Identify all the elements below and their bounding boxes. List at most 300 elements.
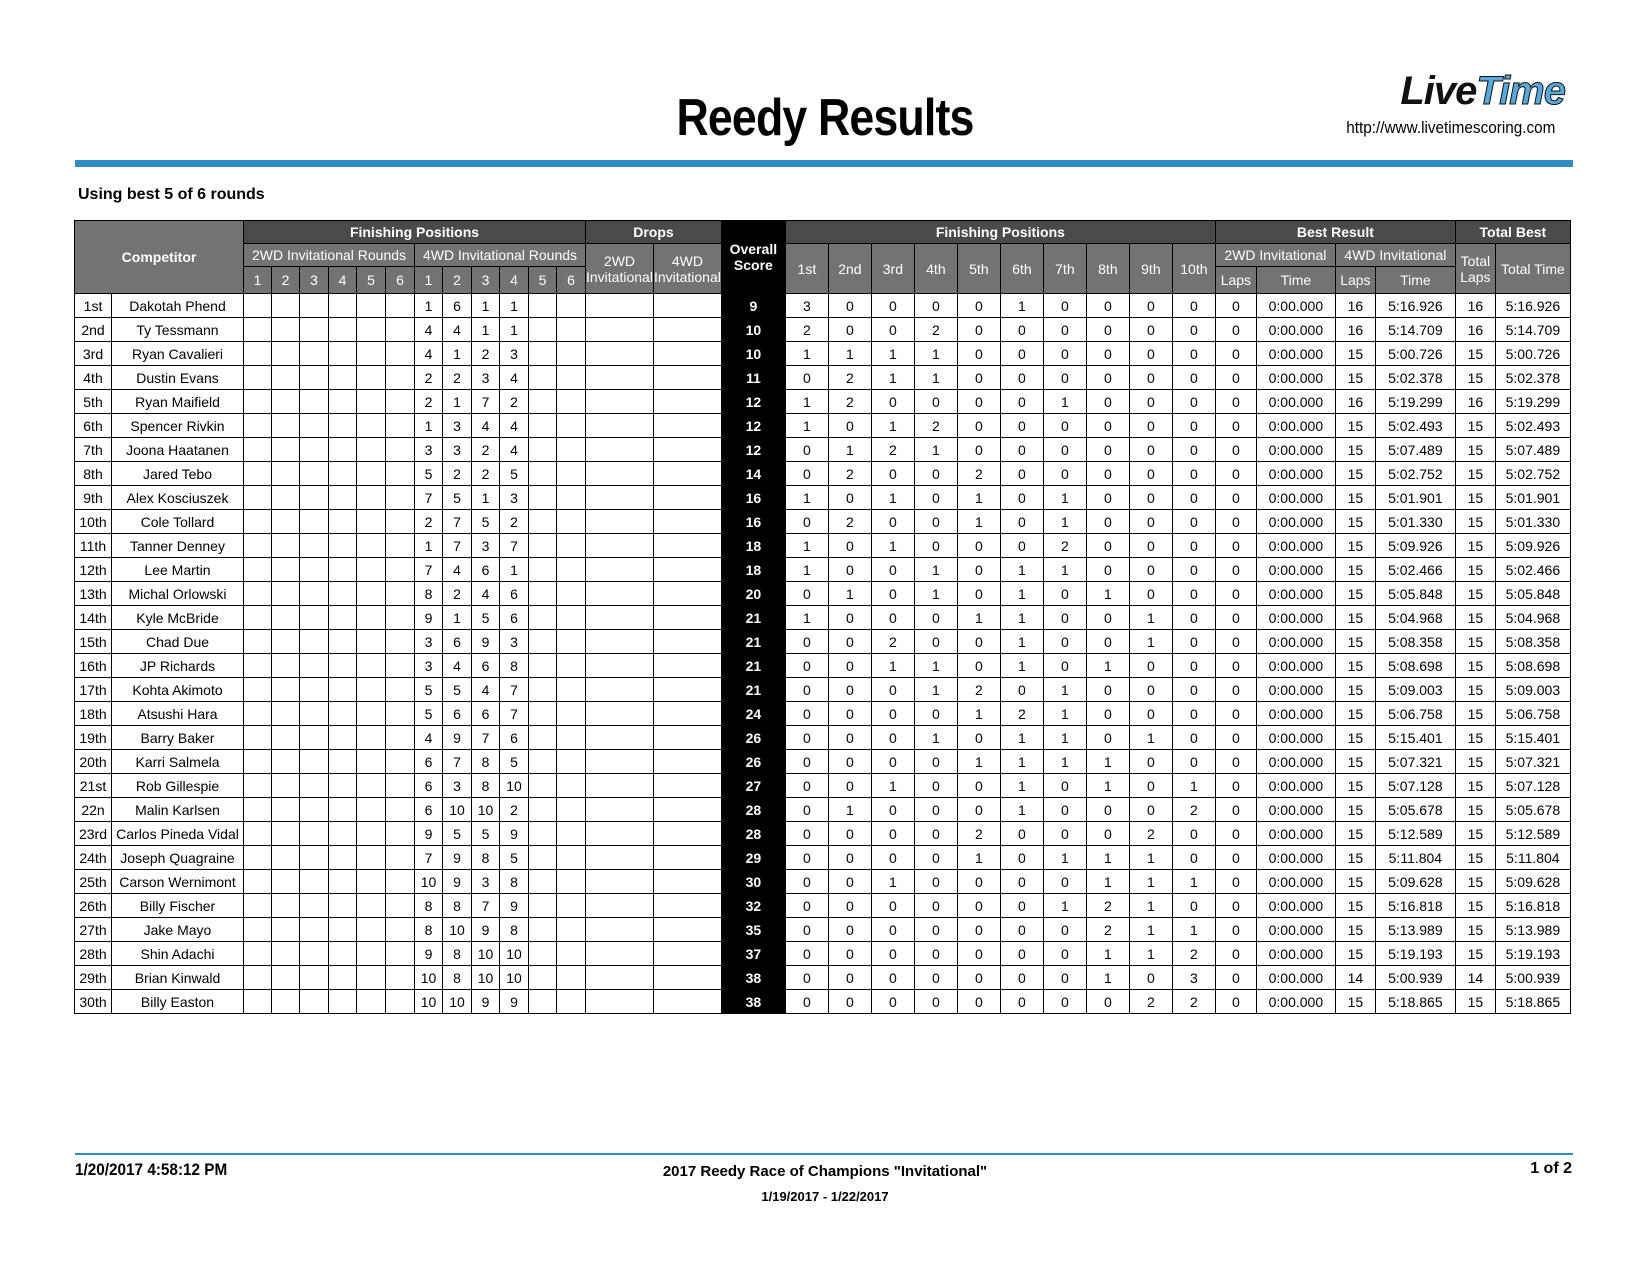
place-count-cell: 0 [1000,318,1043,342]
round-2wd-cell [357,558,386,582]
round-2wd-cell [244,774,272,798]
place-count-cell: 0 [1086,342,1129,366]
round-4wd-cell: 10 [415,990,443,1014]
place-count-cell: 0 [1129,774,1172,798]
round-2wd-cell [272,966,300,990]
round-2wd-cell [300,366,329,390]
place-count-cell: 0 [1086,702,1129,726]
best-4wd-time-cell: 5:12.589 [1375,822,1455,846]
drop-2wd-cell [586,894,654,918]
round-4wd-cell [529,750,557,774]
total-laps-cell: 15 [1455,726,1495,750]
place-count-cell: 3 [785,294,828,318]
best-2wd-time-cell: 0:00.000 [1256,942,1335,966]
finishing-positions-count-header: Finishing Positions [785,221,1215,244]
total-best-header: Total Best [1455,221,1570,244]
round-4wd-cell: 2 [443,462,472,486]
round-4wd-cell [529,342,557,366]
place-count-cell: 0 [957,798,1000,822]
round-4wd-cell: 5 [415,462,443,486]
place-count-cell: 0 [871,390,914,414]
drop-4wd-cell [653,630,721,654]
place-count-cell: 0 [785,366,828,390]
drop-2wd-cell [586,774,654,798]
drop-2wd-cell [586,510,654,534]
best-2wd-laps-cell: 0 [1215,750,1256,774]
round-4wd-cell: 1 [443,342,472,366]
round-number: 3 [472,267,500,294]
round-4wd-cell: 7 [500,678,529,702]
round-2wd-cell [244,486,272,510]
overall-score-cell: 21 [721,678,785,702]
place-count-cell: 1 [871,414,914,438]
place-count-cell: 0 [1129,462,1172,486]
table-row [75,486,1571,510]
round-2wd-cell [300,678,329,702]
place-count-cell: 0 [1086,390,1129,414]
round-2wd-cell [386,342,415,366]
position-cell: 24th [75,846,112,870]
round-2wd-cell [244,726,272,750]
round-4wd-cell: 2 [472,438,500,462]
competitor-name-cell: Atsushi Hara [112,702,244,726]
round-4wd-cell: 7 [500,534,529,558]
place-count-cell: 0 [1086,438,1129,462]
competitor-name-cell: Shin Adachi [112,942,244,966]
place-count-cell: 1 [914,678,957,702]
best-2wd-time-cell: 0:00.000 [1256,558,1335,582]
total-laps-cell: 15 [1455,990,1495,1014]
place-count-cell: 1 [1000,558,1043,582]
place-header: 10th [1172,244,1215,294]
overall-score-cell: 21 [721,606,785,630]
round-2wd-cell [244,366,272,390]
time-header: Time [1256,267,1335,294]
round-2wd-cell [386,678,415,702]
total-laps-cell: 16 [1455,294,1495,318]
round-2wd-cell [329,558,357,582]
best-4wd-laps-cell: 16 [1335,390,1375,414]
round-2wd-cell [244,510,272,534]
round-4wd-cell: 4 [443,654,472,678]
drop-4wd-cell [653,414,721,438]
round-2wd-cell [386,630,415,654]
place-count-cell: 1 [1172,774,1215,798]
drop-2wd-cell [586,390,654,414]
place-count-cell: 0 [1172,558,1215,582]
drop-2wd-cell [586,294,654,318]
best-2wd-laps-cell: 0 [1215,942,1256,966]
round-4wd-cell [557,390,586,414]
best-2wd-laps-cell: 0 [1215,366,1256,390]
round-4wd-cell: 10 [443,990,472,1014]
round-4wd-cell [557,582,586,606]
round-2wd-cell [329,870,357,894]
drop-4wd-cell [653,510,721,534]
round-4wd-cell [529,702,557,726]
round-2wd-cell [386,726,415,750]
drop-2wd-cell [586,558,654,582]
place-count-cell: 0 [957,318,1000,342]
total-laps-cell: 15 [1455,894,1495,918]
best-result-header: Best Result [1215,221,1455,244]
place-count-cell: 1 [871,870,914,894]
total-time-cell: 5:15.401 [1495,726,1570,750]
drop-2wd-cell [586,462,654,486]
round-4wd-cell [529,654,557,678]
place-count-cell: 1 [871,534,914,558]
place-count-cell: 2 [828,366,871,390]
total-time-cell: 5:12.589 [1495,822,1570,846]
place-count-cell: 0 [914,630,957,654]
place-count-cell: 0 [1172,654,1215,678]
round-4wd-cell: 5 [415,678,443,702]
round-4wd-cell: 3 [472,366,500,390]
place-count-cell: 0 [1172,438,1215,462]
place-count-cell: 0 [871,462,914,486]
round-2wd-cell [244,534,272,558]
table-row [75,390,1571,414]
best-4wd-time-cell: 5:08.358 [1375,630,1455,654]
round-2wd-cell [329,318,357,342]
best-4wd-laps-cell: 15 [1335,582,1375,606]
best-4wd-time-cell: 5:08.698 [1375,654,1455,678]
best-2wd-time-cell: 0:00.000 [1256,918,1335,942]
position-cell: 6th [75,414,112,438]
round-4wd-cell: 8 [472,750,500,774]
place-count-cell: 1 [785,486,828,510]
round-2wd-cell [300,390,329,414]
place-count-cell: 0 [957,870,1000,894]
round-4wd-cell: 3 [443,414,472,438]
round-4wd-cell: 1 [415,534,443,558]
table-row [75,654,1571,678]
place-count-cell: 0 [914,798,957,822]
round-2wd-cell [300,606,329,630]
round-4wd-cell: 6 [472,558,500,582]
place-count-cell: 0 [785,702,828,726]
round-2wd-cell [386,510,415,534]
best-2wd-laps-cell: 0 [1215,990,1256,1014]
round-2wd-cell [244,294,272,318]
round-2wd-cell [244,678,272,702]
competitor-name-cell: Carson Wernimont [112,870,244,894]
round-4wd-cell [557,774,586,798]
round-2wd-cell [329,486,357,510]
table-row [75,438,1571,462]
best-2wd-laps-cell: 0 [1215,846,1256,870]
place-count-cell: 0 [828,918,871,942]
best-2wd-laps-cell: 0 [1215,462,1256,486]
place-count-cell: 1 [1086,750,1129,774]
place-count-cell: 0 [1043,630,1086,654]
best-2wd-time-cell: 0:00.000 [1256,318,1335,342]
place-count-cell: 1 [1129,726,1172,750]
round-2wd-cell [244,870,272,894]
round-4wd-cell [557,510,586,534]
competitor-name-cell: JP Richards [112,654,244,678]
round-2wd-cell [386,486,415,510]
round-2wd-cell [357,750,386,774]
round-2wd-cell [386,318,415,342]
drop-4wd-cell [653,822,721,846]
round-4wd-cell: 4 [472,414,500,438]
competitor-name-cell: Lee Martin [112,558,244,582]
round-2wd-cell [272,894,300,918]
drop-2wd-cell [586,942,654,966]
position-cell: 16th [75,654,112,678]
place-count-cell: 0 [1172,366,1215,390]
place-count-cell: 0 [828,894,871,918]
round-4wd-cell: 3 [472,534,500,558]
place-count-cell: 1 [957,510,1000,534]
place-count-cell: 2 [828,390,871,414]
total-time-cell: 5:16.926 [1495,294,1570,318]
best-2wd-laps-cell: 0 [1215,822,1256,846]
place-count-cell: 0 [1172,678,1215,702]
round-2wd-cell [329,534,357,558]
table-row [75,558,1571,582]
place-count-cell: 0 [1000,942,1043,966]
round-4wd-cell: 6 [415,798,443,822]
place-count-cell: 1 [871,654,914,678]
place-count-cell: 2 [1086,918,1129,942]
total-laps-cell: 15 [1455,918,1495,942]
place-count-cell: 0 [914,990,957,1014]
overall-score-cell: 10 [721,342,785,366]
place-count-cell: 0 [1172,534,1215,558]
round-2wd-cell [357,510,386,534]
best-4wd-time-cell: 5:07.489 [1375,438,1455,462]
round-2wd-cell [272,366,300,390]
place-count-cell: 0 [785,654,828,678]
round-2wd-cell [300,414,329,438]
position-cell: 7th [75,438,112,462]
best-4wd-time-cell: 5:02.466 [1375,558,1455,582]
round-4wd-cell: 1 [472,294,500,318]
round-4wd-cell: 3 [472,870,500,894]
best-4wd-time-cell: 5:14.709 [1375,318,1455,342]
place-count-cell: 0 [828,990,871,1014]
place-count-cell: 0 [828,630,871,654]
place-count-cell: 2 [1043,534,1086,558]
position-cell: 19th [75,726,112,750]
round-2wd-cell [329,726,357,750]
round-2wd-cell [386,414,415,438]
place-count-cell: 0 [914,774,957,798]
round-2wd-cell [244,582,272,606]
drop-4wd-cell [653,582,721,606]
place-count-cell: 0 [914,750,957,774]
place-count-cell: 0 [785,894,828,918]
round-2wd-cell [272,990,300,1014]
place-count-cell: 0 [1043,990,1086,1014]
page-number: 1 of 2 [1530,1160,1572,1177]
total-laps-cell: 15 [1455,438,1495,462]
total-laps-cell: 15 [1455,462,1495,486]
best-2wd-time-cell: 0:00.000 [1256,870,1335,894]
round-4wd-cell [529,678,557,702]
round-2wd-cell [272,558,300,582]
round-4wd-cell [529,942,557,966]
place-count-cell: 0 [871,582,914,606]
competitor-name-cell: Jake Mayo [112,918,244,942]
place-header: 7th [1043,244,1086,294]
drop-4wd-cell [653,318,721,342]
round-4wd-cell: 6 [443,294,472,318]
round-4wd-cell: 4 [415,726,443,750]
total-laps-cell: 15 [1455,582,1495,606]
place-count-cell: 0 [1172,726,1215,750]
total-time-cell: 5:02.752 [1495,462,1570,486]
position-cell: 3rd [75,342,112,366]
round-4wd-cell [529,510,557,534]
place-count-cell: 0 [1000,966,1043,990]
drop-2wd-cell [586,438,654,462]
place-count-cell: 0 [871,294,914,318]
total-laps-cell: 15 [1455,510,1495,534]
round-4wd-cell [529,582,557,606]
round-2wd-cell [272,702,300,726]
round-4wd-cell [529,318,557,342]
place-count-cell: 1 [1086,774,1129,798]
drop-2wd-cell [586,630,654,654]
place-count-cell: 2 [1172,942,1215,966]
best-2wd-laps-cell: 0 [1215,582,1256,606]
best-2wd-time-cell: 0:00.000 [1256,894,1335,918]
round-4wd-cell: 10 [500,942,529,966]
best-4wd-laps-cell: 15 [1335,558,1375,582]
place-count-cell: 1 [1086,870,1129,894]
place-count-cell: 0 [785,822,828,846]
place-count-cell: 1 [914,726,957,750]
drop-4wd-cell [653,774,721,798]
best-4wd-laps-cell: 15 [1335,678,1375,702]
total-time-cell: 5:09.003 [1495,678,1570,702]
place-count-cell: 0 [914,390,957,414]
position-cell: 15th [75,630,112,654]
drop-4wd-cell [653,894,721,918]
place-count-cell: 1 [1000,726,1043,750]
round-2wd-cell [244,942,272,966]
round-2wd-cell [329,774,357,798]
total-laps-cell: 15 [1455,630,1495,654]
round-4wd-cell: 2 [415,390,443,414]
table-row [75,966,1571,990]
best-4wd-laps-cell: 15 [1335,702,1375,726]
place-count-cell: 0 [1172,462,1215,486]
round-2wd-cell [300,486,329,510]
place-count-cell: 0 [828,942,871,966]
round-2wd-cell [386,894,415,918]
place-count-cell: 2 [871,630,914,654]
place-count-cell: 0 [871,966,914,990]
round-4wd-cell [529,486,557,510]
drop-4wd-cell [653,654,721,678]
best-4wd-time-cell: 5:05.848 [1375,582,1455,606]
print-timestamp: 1/20/2017 4:58:12 PM [75,1160,228,1179]
place-count-cell: 0 [828,774,871,798]
overall-score-cell: 11 [721,366,785,390]
round-4wd-cell: 2 [500,510,529,534]
competitor-name-cell: Joona Haatanen [112,438,244,462]
round-4wd-cell: 7 [443,750,472,774]
overall-score-cell: 12 [721,414,785,438]
place-count-cell: 0 [957,918,1000,942]
round-4wd-cell [557,798,586,822]
round-4wd-cell: 9 [415,822,443,846]
place-count-cell: 0 [785,870,828,894]
best-2wd-time-cell: 0:00.000 [1256,702,1335,726]
round-4wd-cell: 9 [472,918,500,942]
table-row [75,870,1571,894]
round-2wd-cell [386,294,415,318]
place-count-cell: 0 [1129,390,1172,414]
round-2wd-cell [300,510,329,534]
overall-score-cell: 29 [721,846,785,870]
place-count-cell: 0 [1129,510,1172,534]
round-4wd-cell: 1 [415,414,443,438]
round-2wd-cell [357,486,386,510]
competitor-name-cell: Chad Due [112,630,244,654]
place-count-cell: 2 [1000,702,1043,726]
place-count-cell: 0 [1000,918,1043,942]
round-2wd-cell [329,894,357,918]
footer-divider [75,1153,1573,1155]
place-count-cell: 2 [914,414,957,438]
place-count-cell: 0 [828,318,871,342]
round-2wd-cell [329,366,357,390]
round-4wd-cell [557,990,586,1014]
round-4wd-cell: 4 [500,414,529,438]
drop-4wd-cell [653,678,721,702]
place-count-cell: 0 [1129,486,1172,510]
overall-score-cell: 16 [721,510,785,534]
round-4wd-cell: 1 [472,486,500,510]
place-count-cell: 0 [1086,462,1129,486]
drop-4wd-cell [653,726,721,750]
competitor-name-cell: Malin Karlsen [112,798,244,822]
round-4wd-cell: 5 [500,750,529,774]
round-4wd-cell: 6 [500,606,529,630]
table-row [75,414,1571,438]
round-2wd-cell [386,942,415,966]
round-2wd-cell [272,726,300,750]
place-count-cell: 1 [785,558,828,582]
best-4wd-laps-cell: 15 [1335,606,1375,630]
best-4wd-time-cell: 5:02.752 [1375,462,1455,486]
round-2wd-cell [272,414,300,438]
round-4wd-cell: 5 [443,822,472,846]
place-count-cell: 0 [914,942,957,966]
position-cell: 17th [75,678,112,702]
best-2wd-time-cell: 0:00.000 [1256,438,1335,462]
best-2wd-laps-cell: 0 [1215,606,1256,630]
round-2wd-cell [244,966,272,990]
place-count-cell: 0 [1172,342,1215,366]
total-laps-header: Total Laps [1455,244,1495,294]
best-4wd-time-cell: 5:04.968 [1375,606,1455,630]
total-time-cell: 5:16.818 [1495,894,1570,918]
place-count-cell: 0 [1000,462,1043,486]
best-2wd-header: 2WD Invitational [1215,244,1335,267]
round-2wd-cell [300,438,329,462]
round-2wd-cell [244,342,272,366]
round-4wd-cell: 6 [415,774,443,798]
drop-2wd-cell [586,342,654,366]
results-table [74,220,1571,1014]
best-2wd-laps-cell: 0 [1215,870,1256,894]
